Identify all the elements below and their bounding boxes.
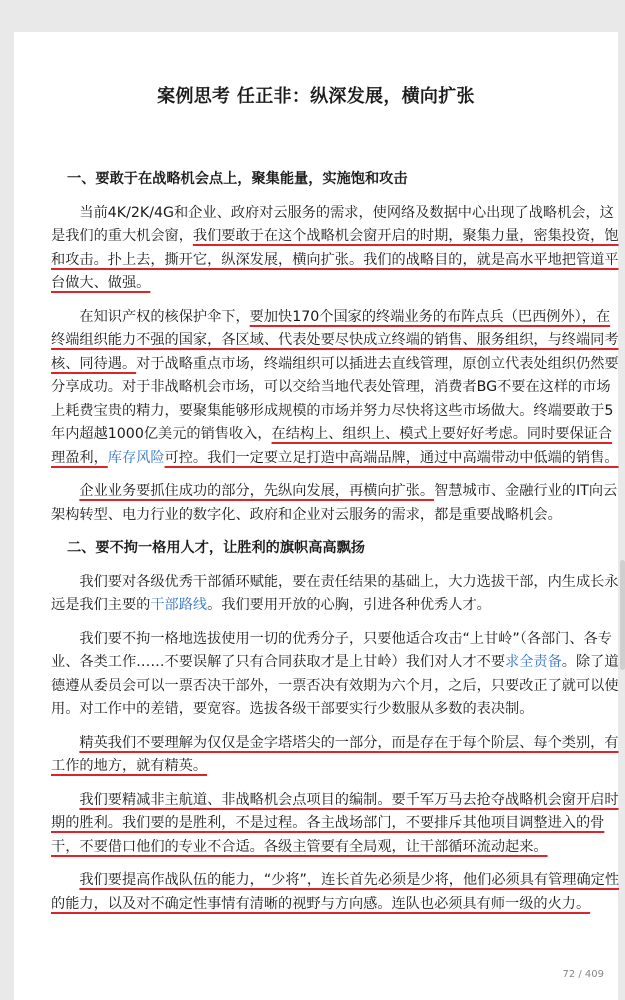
section-heading-1: 一、要敢于在战略机会点上，聚集能量，实施饱和攻击: [67, 171, 408, 187]
underlined-text: 我们要敢于在这个战略机会窗开启的时期，聚集力量，密集投资，饱和攻击。扑上去，撕开它，纵深发展，横向扩张。我们的战略目的，就是高水平地把管道平台做大、做强。: [51, 228, 619, 291]
document-title: 案例思考 任正非：纵深发展，横向扩张: [157, 86, 475, 107]
document-body: [51, 168, 621, 926]
underlined-text: 可控。我们一定要立足打造中高端品牌，通过中高端带动中低端的销售。: [164, 449, 619, 466]
paragraph-text: 我们要不拘一格地选拔使用一切的优秀分子，只要他适合攻击“上甘岭”（各部门、各专业、各类工作……不要误解了只有合同获取才是上甘岭）我们对人才不要: [51, 630, 612, 670]
paragraph-text: 对于战略重点市场，终端组织可以插进去直线管理，原创立代表处组织仍然要分享成功。对于非战略机会市场，可以交给当地代表处管理，消费者BG不要在这样的市场上耗费宝贵的精力，要聚集能够形成规模的市场并努力尽快将这些市场做大。终端要敢于5年内超越1000亿美元的销售收入，: [51, 355, 619, 442]
link-perfectionism[interactable]: 求全责备: [505, 654, 562, 670]
paragraph-text: 。我们要用开放的心胸，引进各种优秀人才。: [207, 597, 491, 613]
paragraph-1: [51, 202, 621, 296]
paragraph-text: 当前4K/2K/4G和企业、政府对云服务的需求，使网络及数据中心出现了战略机会，这是我们的重大机会窗，: [51, 204, 614, 244]
paragraph-6: [51, 732, 621, 779]
underlined-text: 精英我们不要理解为仅仅是金字塔塔尖的一部分，而是存在于每个阶层、每个类别，有工作的地方，就有精英。: [51, 734, 619, 774]
underlined-text: 要加快170个国家的终端业务的布阵点兵（巴西例外），在终端组织能力不强的国家，各区域、代表处要尽快成立终端的销售、服务组织，与终端同考核、同待遇。: [51, 308, 619, 372]
page-number: 72 / 409: [562, 969, 604, 980]
paragraph-8: [51, 869, 621, 916]
underlined-text: 我们要提高作战队伍的能力，“少将”，连长首先必须是少将，他们必须具有管理确定性的能力，以及对不确定性事情有清晰的视野与方向感。连队也必须具有师一级的火力。: [51, 872, 620, 912]
paragraph-text: 。除了道德遵从委员会可以一票否决干部外，一票否决有效期为六个月，之后，只要改正了就可以使用。对工作中的差错，要宽容。选拔各级干部要实行少数服从多数的表决制。: [51, 654, 619, 717]
paragraph-4: [51, 571, 621, 618]
section-heading-2: 二、要不拘一格用人才，让胜利的旗帜高高飘扬: [67, 540, 365, 556]
paragraph-text: 在知识产权的核保护伞下，: [79, 308, 250, 325]
underlined-text: 在结构上、组织上、模式上要好好考虑。同时要保证合理盈利，: [51, 426, 613, 466]
paragraph-text: 我们要对各级优秀干部循环赋能，要在责任结果的基础上，大力选拔干部，内生成长永远是我们主要的: [51, 573, 619, 613]
scrollbar-handle[interactable]: [620, 560, 625, 670]
paragraph-text: 智慧城市、金融行业的IT向云架构转型、电力行业的数字化、政府和企业对云服务的需求，都是重要战略机会。: [51, 483, 618, 523]
link-inventory-risk[interactable]: 库存风险: [107, 449, 165, 466]
paragraph-7: [51, 789, 621, 860]
paragraph-5: [51, 628, 621, 722]
underlined-text: 企业业务要抓住成功的部分，先纵向发展，再横向扩张。: [79, 483, 435, 499]
paragraph-2: [51, 306, 621, 471]
paragraph-3: [51, 480, 621, 527]
underlined-text: 我们要精减非主航道、非战略机会点项目的编制。要千军万马去抢夺战略机会窗开启时期的胜利。我们要的是胜利，不是过程。各主战场部门，不要排斥其他项目调整进入的骨干，不要借口他们的专业不合适。各级主管要有全局观，让干部循环流动起来。: [51, 791, 619, 855]
link-cadre-route[interactable]: 干部路线: [150, 597, 208, 613]
document-page: [14, 32, 618, 1000]
